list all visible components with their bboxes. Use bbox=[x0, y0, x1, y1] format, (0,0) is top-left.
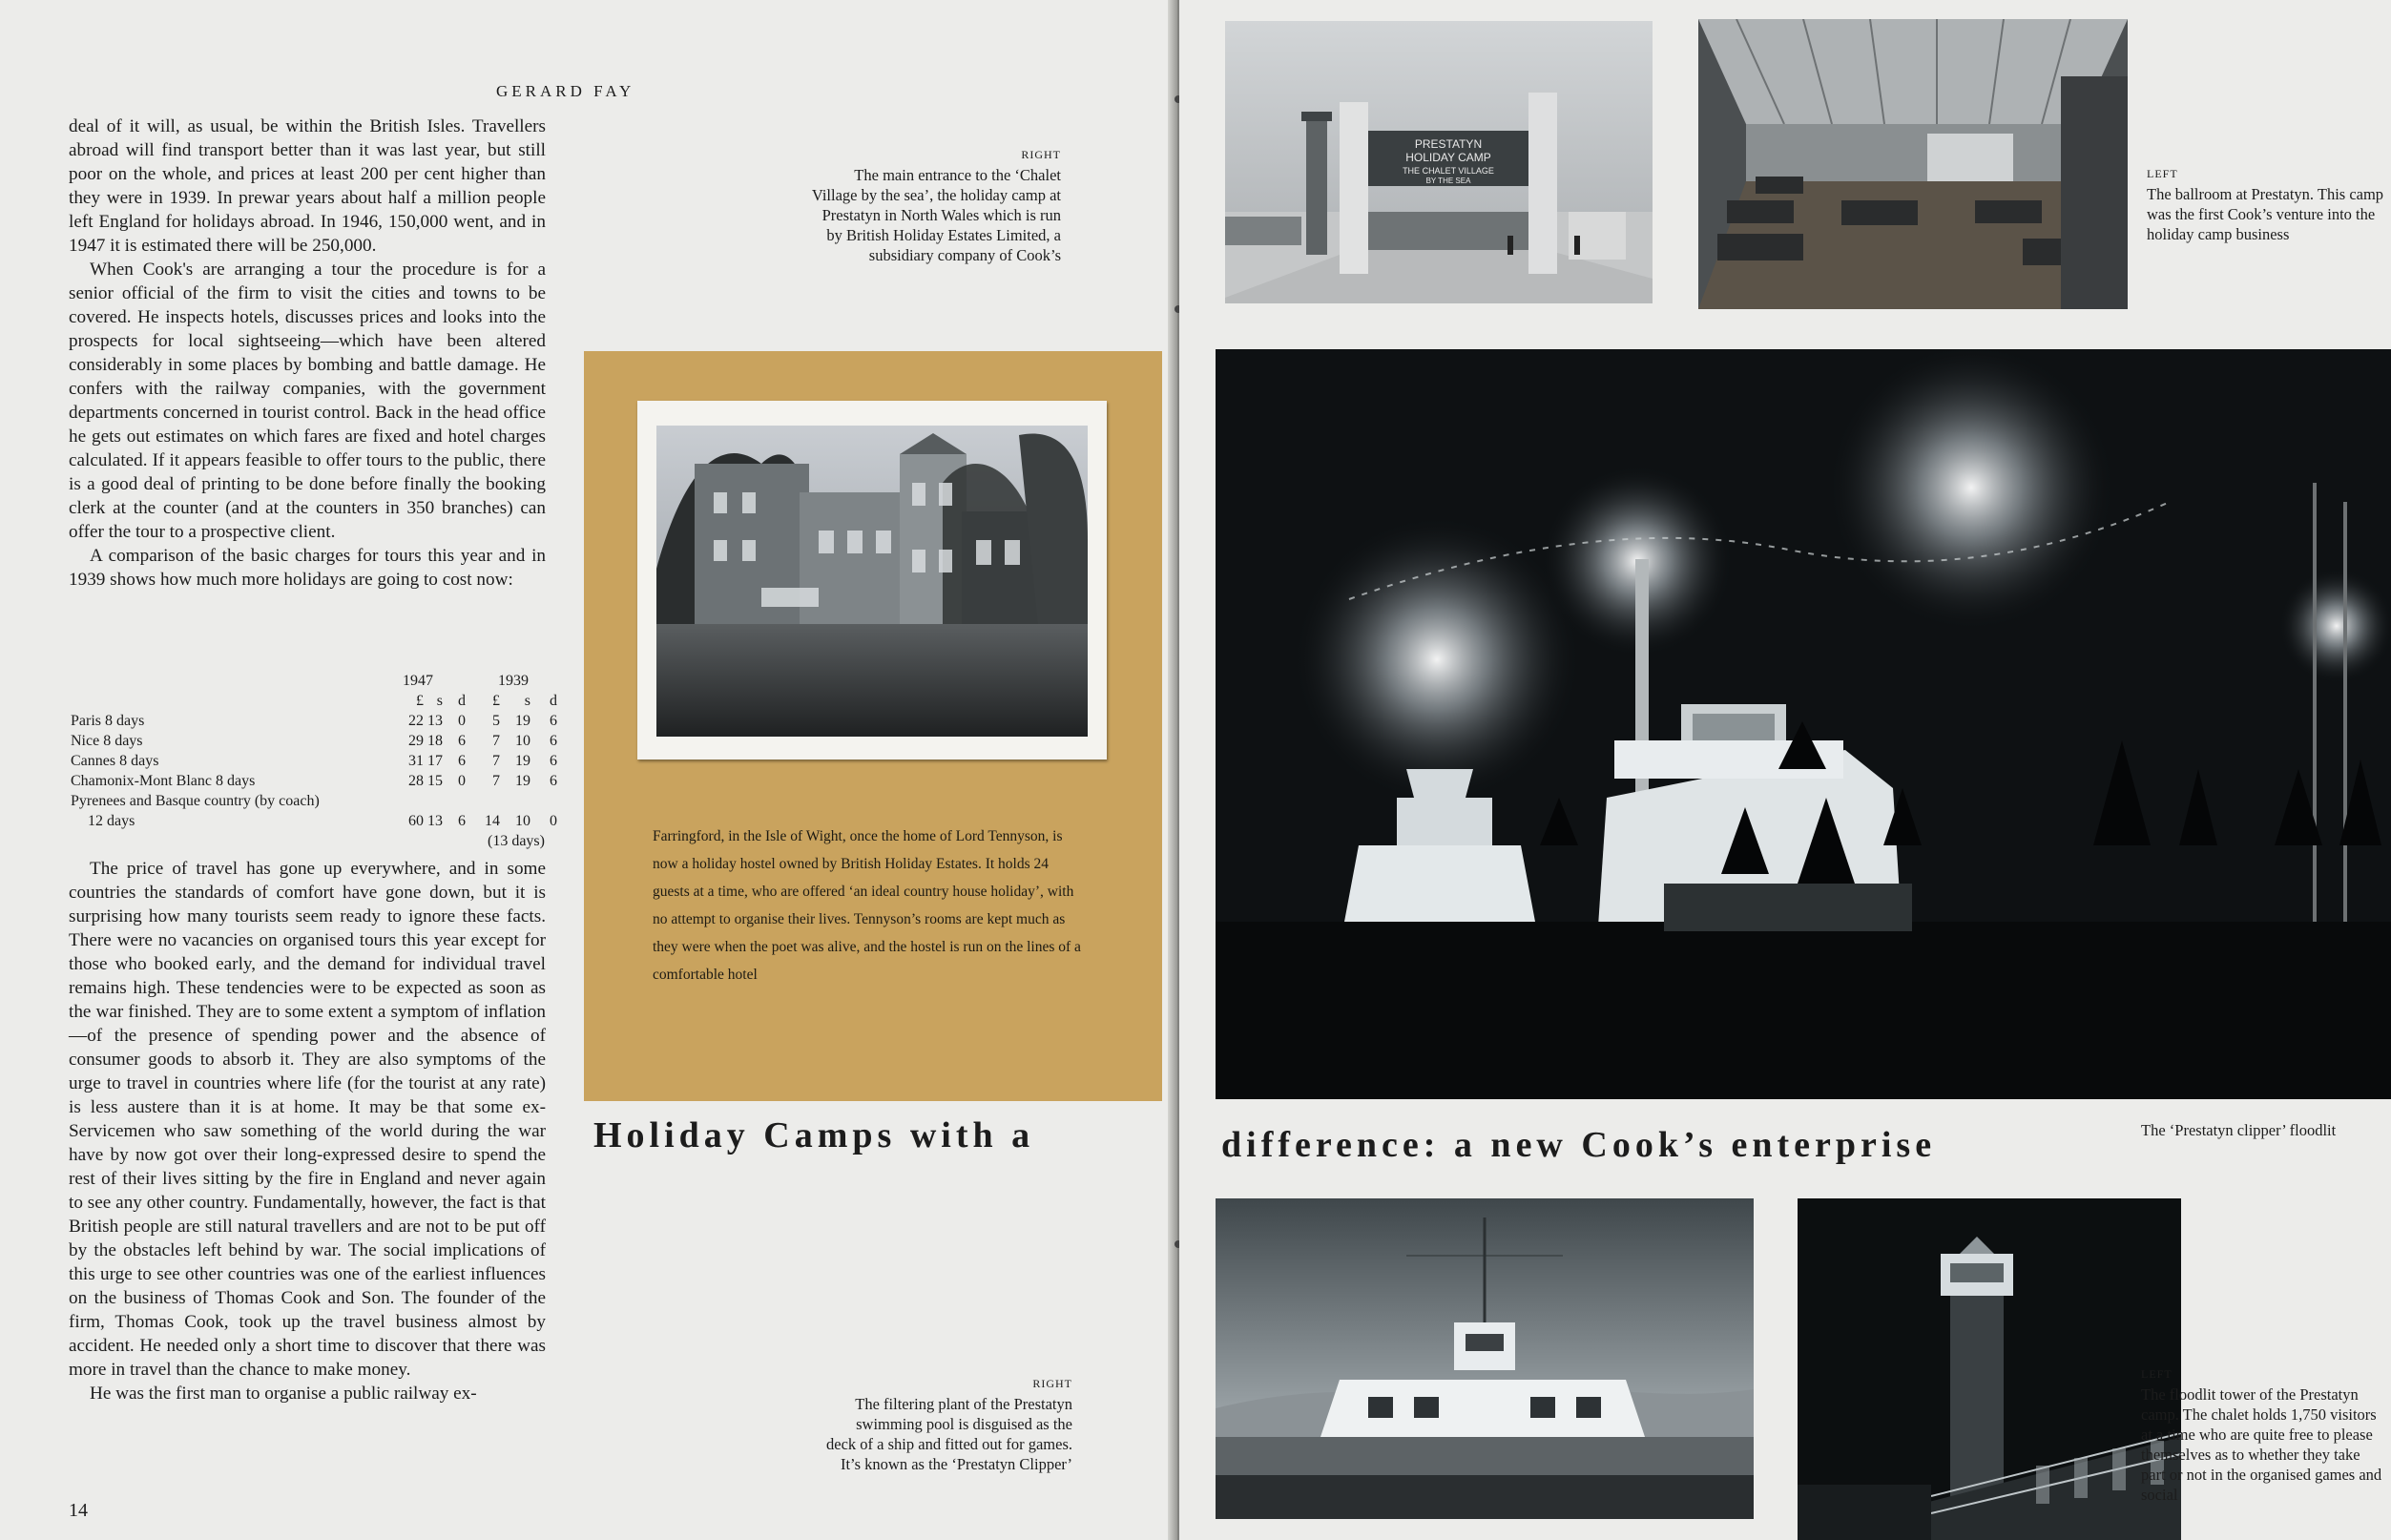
row-label: Nice 8 days bbox=[71, 733, 143, 749]
cell: 18 bbox=[427, 733, 443, 749]
floodlit-tower-photo-image bbox=[1798, 1198, 2181, 1540]
table-row bbox=[69, 791, 555, 811]
right-page bbox=[1179, 0, 2391, 1540]
caption-text: The filtering plant of the Prestatyn swimming pool is disguised as the deck of a ship and fitted out for games. It’s known as the ‘Prestatyn Clipper’ bbox=[826, 1395, 1072, 1473]
filtering-plant-photo-image bbox=[1216, 1198, 1754, 1519]
unit-header: £ bbox=[416, 693, 424, 709]
caption-filtering-plant bbox=[826, 1374, 1072, 1474]
caption-direction: LEFT bbox=[2147, 167, 2178, 180]
table-row bbox=[69, 811, 555, 831]
paragraph: He was the first man to organise a public railway ex- bbox=[90, 1384, 477, 1404]
gate-sign-line: THE CHALET VILLAGE bbox=[1403, 166, 1494, 176]
farringford-photo-image bbox=[656, 426, 1088, 737]
running-head: GERARD FAY bbox=[496, 82, 635, 100]
unit-header: d bbox=[550, 693, 557, 709]
gate-sign-line: PRESTATYN bbox=[1414, 137, 1483, 151]
cell: 14 bbox=[485, 813, 500, 829]
unit-header: £ bbox=[492, 693, 500, 709]
article-column-top bbox=[69, 114, 546, 592]
cell: 6 bbox=[458, 753, 466, 769]
cell: 60 bbox=[408, 813, 424, 829]
headline-left: Holiday Camps with a bbox=[593, 1115, 1035, 1155]
caption-direction: RIGHT bbox=[1032, 1377, 1072, 1390]
cell: 0 bbox=[458, 713, 466, 729]
row-note: (13 days) bbox=[488, 833, 545, 849]
cell: 5 bbox=[492, 713, 500, 729]
cell: 10 bbox=[515, 813, 530, 829]
row-label: Pyrenees and Basque country (by coach) bbox=[71, 793, 320, 809]
page-number: 14 bbox=[69, 1500, 88, 1521]
paragraph: deal of it will, as usual, be within the British Isles. Travellers abroad will find transport better than it was last year, but still poor on the whole, and prices at least 200 per cent higher than they were in 1939. In prewar years about half a million people left England for holidays abroad. In 1946, 150,000 went, and in 1947 it is estimated there will be 250,000. bbox=[69, 116, 546, 256]
ballroom-photo-image bbox=[1698, 19, 2128, 309]
caption-ballroom bbox=[2147, 164, 2387, 244]
row-label: 12 days bbox=[88, 813, 135, 829]
row-label: Paris 8 days bbox=[71, 713, 145, 729]
photo-mount bbox=[637, 401, 1107, 760]
farringford-photo bbox=[656, 426, 1088, 737]
caption-direction: RIGHT bbox=[1021, 148, 1061, 161]
year-header-1947: 1947 bbox=[403, 673, 433, 689]
cell: 15 bbox=[427, 773, 443, 789]
cell: 22 bbox=[408, 713, 424, 729]
cell: 17 bbox=[427, 753, 443, 769]
unit-header: s bbox=[436, 693, 443, 709]
caption-direction: LEFT bbox=[2141, 1367, 2173, 1381]
cell: 7 bbox=[492, 773, 500, 789]
caption-text: The ballroom at Prestatyn. This camp was the first Cook’s venture into the holiday camp business bbox=[2147, 185, 2384, 243]
paragraph: A comparison of the basic charges for tours this year and in 1939 shows how much more holidays are going to cost now: bbox=[69, 546, 546, 590]
filtering-plant-photo bbox=[1216, 1198, 1754, 1519]
table-row bbox=[69, 711, 555, 731]
cell: 10 bbox=[515, 733, 530, 749]
caption-text: The floodlit tower of the Prestatyn camp. The chalet holds 1,750 visitors at a time who are quite free to please themselves as to whether they take part or not in the organised games and social bbox=[2141, 1385, 2382, 1504]
cell: 6 bbox=[550, 753, 557, 769]
row-label: Cannes 8 days bbox=[71, 753, 159, 769]
entrance-photo-image bbox=[1225, 21, 1653, 303]
cell: 28 bbox=[408, 773, 424, 789]
headline-right: difference: a new Cook’s enterprise bbox=[1221, 1125, 1937, 1165]
paragraph: The price of travel has gone up everywhere, and in some countries the standards of comfort have gone down, but it is surprising how many tourists seem ready to ignore these facts. There were no vacancies on organised tours this year except for those who booked early, and the demand for individual travel remains high. These tendencies were to be expected as soon as the war finished. They are to some extent a symptom of inflation—of the presence of spending power and the absence of consumer goods to absorb it. They are also symptoms of the urge to travel in countries where life (for the tourist at any rate) is less austere than it is at home. It may be that some ex-Servicemen who saw something of the world during the war have by now got over their long-expressed desire to spend the rest of their lives sitting by the fire in England and never again to see any other country. Fundamentally, however, the fact is that British people are still natural travellers and are not to be put off by the obstacles left behind by war. The social implications of this urge to see other countries was one of the earliest influences on the business of Thomas Cook and Son. The founder of the firm, Thomas Cook, took up the travel business almost by accident. He needed only a short time to discover that there was more in travel than the chance to make money. bbox=[69, 859, 546, 1380]
cell: 29 bbox=[408, 733, 424, 749]
cell: 19 bbox=[515, 713, 530, 729]
cell: 6 bbox=[550, 773, 557, 789]
clipper-floodlit-photo-image bbox=[1216, 349, 2391, 1099]
table-unit-header bbox=[69, 691, 555, 711]
caption-clipper-floodlit: The ‘Prestatyn clipper’ floodlit bbox=[2141, 1121, 2337, 1139]
gate-sign-line: HOLIDAY CAMP bbox=[1405, 151, 1491, 164]
paragraph: When Cook's are arranging a tour the procedure is for a senior official of the firm to visit the cities and towns to be covered. He inspects hotels, discusses prices and looks into the prospects for local sightseeing—which have been altered considerably in some places by bombing and battle damage. He confers with the railway companies, with the government departments concerned in tourist control. Back in the head office he gets out estimates on which fares are fixed and hotel charges calculated. If it appears feasible to offer tours to the public, there is a good deal of printing to be done before finally the booking clerk at the counter (and at the counters in 350 branches) can offer the tour to a prospective client. bbox=[69, 260, 546, 542]
entrance-photo bbox=[1225, 21, 1653, 303]
table-row bbox=[69, 751, 555, 771]
cell: 7 bbox=[492, 753, 500, 769]
article-column-bottom bbox=[69, 857, 546, 1405]
tour-price-table bbox=[69, 671, 555, 851]
clipper-floodlit-photo bbox=[1216, 349, 2391, 1099]
table-year-header bbox=[69, 671, 555, 691]
row-label: Chamonix-Mont Blanc 8 days bbox=[71, 773, 256, 789]
caption-text: The main entrance to the ‘Chalet Village by the sea’, the holiday camp at Prestatyn in North Wales which is run by British Holiday Estates Limited, a subsidiary company of Cook’s bbox=[811, 166, 1061, 264]
table-row bbox=[69, 771, 555, 791]
cell: 0 bbox=[458, 773, 466, 789]
gate-sign-line: BY THE SEA bbox=[1425, 177, 1471, 185]
cell: 19 bbox=[515, 773, 530, 789]
cell: 0 bbox=[550, 813, 557, 829]
ballroom-photo bbox=[1698, 19, 2128, 309]
unit-header: s bbox=[524, 693, 530, 709]
cell: 13 bbox=[427, 713, 443, 729]
table-body bbox=[69, 711, 555, 791]
cell: 7 bbox=[492, 733, 500, 749]
table-row bbox=[69, 831, 555, 851]
unit-header: d bbox=[458, 693, 466, 709]
cell: 6 bbox=[458, 733, 466, 749]
cell: 6 bbox=[458, 813, 466, 829]
caption-floodlit-tower bbox=[2141, 1364, 2387, 1505]
cell: 13 bbox=[427, 813, 443, 829]
year-header-1939: 1939 bbox=[498, 673, 529, 689]
caption-entrance bbox=[807, 145, 1061, 265]
left-page bbox=[0, 0, 1175, 1540]
table-row bbox=[69, 731, 555, 751]
floodlit-tower-photo bbox=[1798, 1198, 2181, 1540]
farringford-caption: Farringford, in the Isle of Wight, once the home of Lord Tennyson, is now a holiday hostel owned by British Holiday Estates. It holds 24 guests at a time, who are offered ‘an ideal country house holiday’, with no attempt to organise their lives. Tennyson’s rooms are kept much as they were when the poet was alive, and the hostel is run on the lines of a comfortable hotel bbox=[653, 828, 1081, 983]
cell: 6 bbox=[550, 733, 557, 749]
cell: 31 bbox=[408, 753, 424, 769]
cell: 6 bbox=[550, 713, 557, 729]
cell: 19 bbox=[515, 753, 530, 769]
